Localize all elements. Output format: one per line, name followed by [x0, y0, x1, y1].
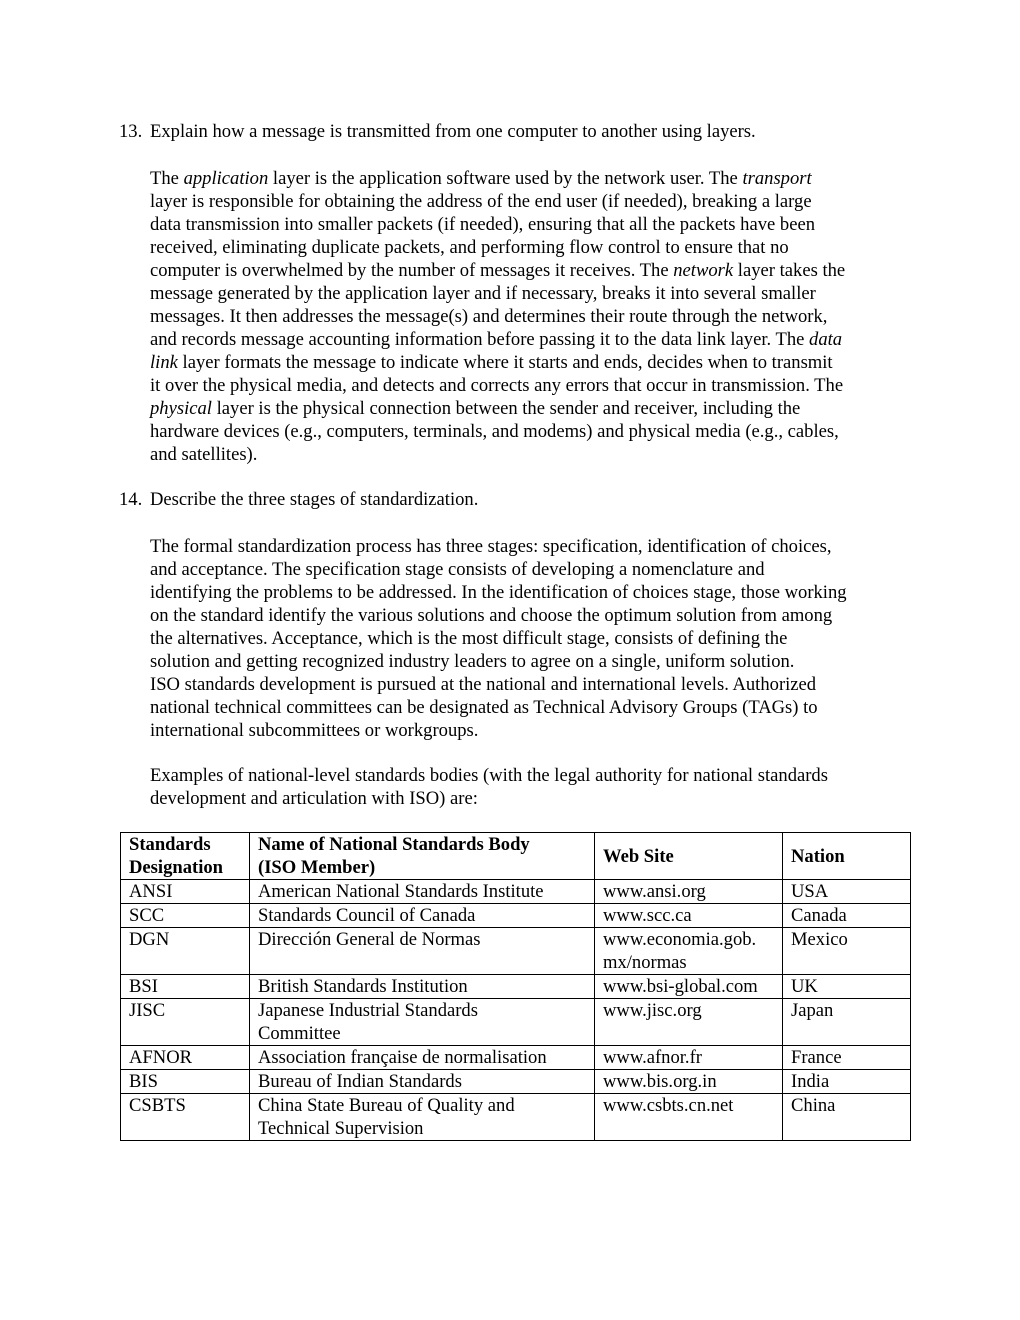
- text-segment: and records message accounting information before passing it to the data link layer. The: [150, 329, 810, 350]
- table-cell: [595, 1070, 783, 1094]
- answer-line: on the standard identify the various solutions and choose the optimum solution from among: [150, 605, 833, 626]
- answer-line: [150, 305, 910, 328]
- table-row: [121, 880, 911, 904]
- table-cell: [250, 928, 595, 975]
- header-text: Nation: [791, 845, 845, 867]
- table-cell: [250, 880, 595, 904]
- text-segment: hardware devices (e.g., computers, terminals, and modems) and physical media (e.g., cables,: [150, 421, 839, 442]
- question-text: Describe the three stages of standardization.: [150, 489, 479, 510]
- cell-text: India: [791, 1071, 830, 1092]
- question-number: 14.: [119, 489, 143, 510]
- answer-line: [150, 167, 910, 190]
- cell-text: France: [791, 1047, 842, 1068]
- cell-text: British Standards Institution: [258, 976, 468, 997]
- italic-term: application: [183, 168, 269, 189]
- column-header: [595, 833, 783, 880]
- answer-line: [150, 351, 910, 374]
- header-text: Web Site: [603, 845, 674, 867]
- column-header: [121, 833, 250, 880]
- answer-line: The formal standardization process has three stages: specification, identification of choices,: [150, 536, 832, 557]
- table-row: [121, 975, 911, 999]
- table-cell: [250, 904, 595, 928]
- table-cell: [783, 880, 911, 904]
- answer-14: [150, 535, 910, 742]
- table-header-row: [121, 833, 911, 880]
- cell-text: Dirección General de Normas: [258, 929, 481, 950]
- table-cell: [121, 880, 250, 904]
- header-text: Standards: [129, 834, 211, 855]
- table-row: [121, 1094, 911, 1141]
- answer-line: [150, 397, 910, 420]
- header-text: Name of National Standards Body: [258, 834, 530, 855]
- answer-13: [150, 167, 910, 466]
- column-header: [250, 833, 595, 880]
- cell-text: JISC: [129, 1000, 166, 1021]
- table-cell: [595, 928, 783, 975]
- cell-text: DGN: [129, 929, 170, 950]
- column-header: [783, 833, 911, 880]
- cell-text: AFNOR: [129, 1047, 193, 1068]
- text-segment: messages. It then addresses the message(s) and determines their route through the network,: [150, 306, 828, 327]
- answer-line: [150, 443, 910, 466]
- italic-term: physical: [150, 398, 212, 419]
- answer-line: [150, 213, 910, 236]
- text-segment: The: [150, 168, 184, 189]
- table-cell: [783, 999, 911, 1046]
- text-segment: layer is the application software used by the network user. The: [268, 168, 743, 189]
- question-number: 13.: [119, 121, 143, 142]
- cell-text: USA: [791, 881, 829, 902]
- answer-line: identifying the problems to be addressed. In the identification of choices stage, those working: [150, 582, 847, 603]
- table-row: [121, 999, 911, 1046]
- cell-text: American National Standards Institute: [258, 881, 544, 902]
- table-cell: [595, 975, 783, 999]
- cell-text: www.afnor.fr: [603, 1047, 702, 1068]
- question-13: [119, 120, 909, 143]
- table-cell: [121, 975, 250, 999]
- table-cell: [595, 880, 783, 904]
- cell-text: www.csbts.cn.net: [603, 1095, 734, 1116]
- cell-text: www.ansi.org: [603, 881, 706, 902]
- cell-text: www.bis.org.in: [603, 1071, 717, 1092]
- cell-text: ANSI: [129, 881, 173, 902]
- table-cell: [250, 999, 595, 1046]
- cell-text: www.scc.ca: [603, 905, 692, 926]
- table-row: [121, 1070, 911, 1094]
- header-text: Designation: [129, 857, 224, 878]
- table-cell: [783, 1070, 911, 1094]
- answer-line: the alternatives. Acceptance, which is the most difficult stage, consists of defining the: [150, 628, 788, 649]
- cell-text: BIS: [129, 1071, 158, 1092]
- text-segment: layer takes the: [733, 260, 846, 281]
- table-cell: [783, 928, 911, 975]
- standards-bodies-table: [120, 832, 911, 1141]
- table-cell: [250, 1070, 595, 1094]
- table-cell: [595, 1046, 783, 1070]
- table-cell: [121, 904, 250, 928]
- text-segment: it over the physical media, and detects and corrects any errors that occur in transmission. The: [150, 375, 844, 396]
- text-segment: message generated by the application layer and if necessary, breaks it into several smaller: [150, 283, 816, 304]
- cell-text: BSI: [129, 976, 158, 997]
- table-cell: [250, 1094, 595, 1141]
- examples-line: development and articulation with ISO) are:: [150, 788, 478, 809]
- table-cell: [783, 975, 911, 999]
- cell-text: China: [791, 1095, 836, 1116]
- text-segment: layer formats the message to indicate where it starts and ends, decides when to transmit: [177, 352, 833, 373]
- question-text: Explain how a message is transmitted from one computer to another using layers.: [150, 121, 756, 142]
- italic-term: transport: [742, 168, 812, 189]
- cell-text: Japanese Industrial Standards: [258, 1000, 478, 1021]
- cell-text: CSBTS: [129, 1095, 186, 1116]
- answer-line: and acceptance. The specification stage consists of developing a nomenclature and: [150, 559, 765, 580]
- table-cell: [595, 904, 783, 928]
- examples-line: Examples of national-level standards bodies (with the legal authority for national standards: [150, 765, 828, 786]
- cell-text: Association française de normalisation: [258, 1047, 547, 1068]
- answer-line: ISO standards development is pursued at the national and international levels. Authorized: [150, 674, 817, 695]
- table-cell: [121, 999, 250, 1046]
- table-cell: [121, 1046, 250, 1070]
- cell-text: www.bsi-global.com: [603, 976, 758, 997]
- answer-line: [150, 282, 910, 305]
- cell-text: mx/normas: [603, 952, 687, 973]
- text-segment: and satellites).: [150, 444, 258, 465]
- question-14: [119, 488, 909, 511]
- answer-line: [150, 259, 910, 282]
- answer-line: [150, 328, 910, 351]
- cell-text: Standards Council of Canada: [258, 905, 476, 926]
- answer-line: [150, 374, 910, 397]
- table-row: [121, 928, 911, 975]
- text-segment: layer is the physical connection between the sender and receiver, including the: [211, 398, 801, 419]
- cell-text: Technical Supervision: [258, 1118, 424, 1139]
- text-segment: received, eliminating duplicate packets, and performing flow control to ensure that no: [150, 237, 789, 258]
- header-text: (ISO Member): [258, 857, 376, 878]
- text-segment: data transmission into smaller packets (if needed), ensuring that all the packets have been: [150, 214, 816, 235]
- table-row: [121, 904, 911, 928]
- table-cell: [121, 1094, 250, 1141]
- table-cell: [121, 1070, 250, 1094]
- answer-line: solution and getting recognized industry leaders to agree on a single, uniform solution.: [150, 651, 795, 672]
- cell-text: China State Bureau of Quality and: [258, 1095, 515, 1116]
- table-cell: [783, 1094, 911, 1141]
- cell-text: Bureau of Indian Standards: [258, 1071, 462, 1092]
- cell-text: SCC: [129, 905, 165, 926]
- answer-line: [150, 420, 910, 443]
- answer-line: [150, 236, 910, 259]
- table-cell: [250, 975, 595, 999]
- cell-text: Committee: [258, 1023, 341, 1044]
- answer-line: national technical committees can be designated as Technical Advisory Groups (TAGs) to: [150, 697, 818, 718]
- text-segment: computer is overwhelmed by the number of messages it receives. The: [150, 260, 674, 281]
- cell-text: Canada: [791, 905, 847, 926]
- table-cell: [783, 904, 911, 928]
- cell-text: www.economia.gob.: [603, 929, 757, 950]
- examples-intro: [150, 764, 910, 810]
- table-cell: [595, 1094, 783, 1141]
- table-cell: [250, 1046, 595, 1070]
- table-cell: [121, 928, 250, 975]
- answer-line: [150, 190, 910, 213]
- text-segment: layer is responsible for obtaining the address of the end user (if needed), breaking a large: [150, 191, 812, 212]
- answer-line: international subcommittees or workgroups.: [150, 720, 479, 741]
- table-cell: [783, 1046, 911, 1070]
- italic-term: link: [150, 352, 178, 373]
- cell-text: Mexico: [791, 929, 848, 950]
- italic-term: network: [673, 260, 734, 281]
- cell-text: www.jisc.org: [603, 1000, 702, 1021]
- table-row: [121, 1046, 911, 1070]
- cell-text: UK: [791, 976, 818, 997]
- italic-term: data: [809, 329, 843, 350]
- table-cell: [595, 999, 783, 1046]
- cell-text: Japan: [791, 1000, 834, 1021]
